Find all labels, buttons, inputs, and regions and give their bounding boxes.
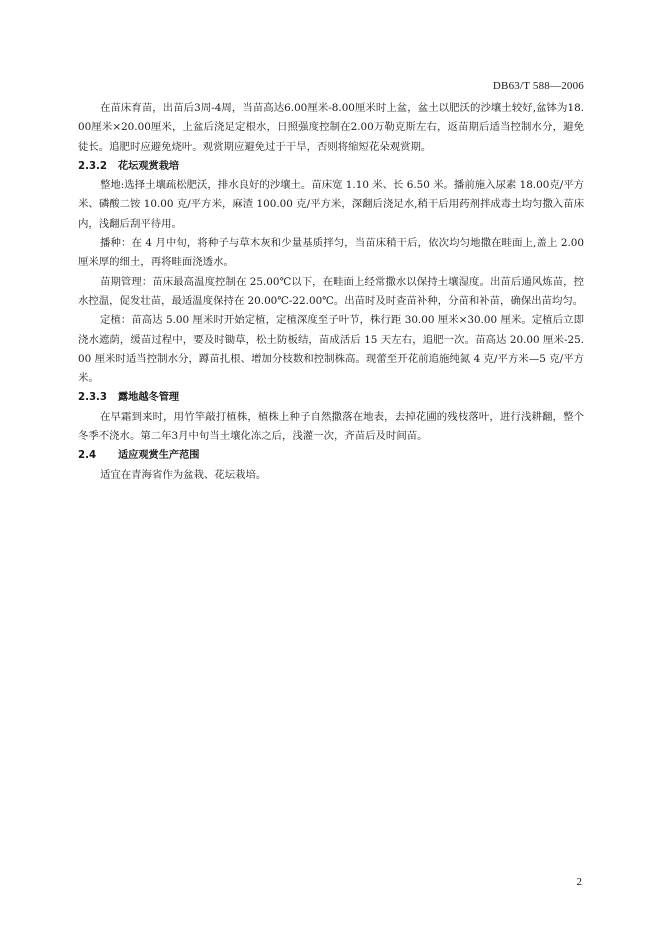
section-number: 2.4 [78,450,97,462]
section-number: 2.3.3 [78,392,108,404]
document-code: DB63/T 588—2006 [492,80,584,92]
page-body [78,99,584,485]
section-heading-2-3-3 [78,388,584,407]
section-heading-2-4 [78,446,584,465]
paragraph-seedling-management: 苗期管理：苗床最高温度控制在 25.00℃以下，在畦面上经常撒水以保持土壤湿度。出苗后通风炼苗，控水控温，促发壮苗，最适温度保持在 20.00℃-22.00℃。出苗时及时查苗补种，分苗和补苗，确保出苗均匀。 [78,275,584,307]
header-rule [78,93,584,94]
paragraph-overwintering: 在早霜到来时，用竹竿敲打植株，植株上种子自然撒落在地表，去掉花圃的残枝落叶，进行浅耕翻，整个冬季不浇水。第二年3月中旬当土壤化冻之后，浅灌一次，齐苗后及时间苗。 [78,410,584,443]
paragraph-potted-seedling: 在苗床育苗，出苗后3周-4周，当苗高达6.00厘米-8.00厘米时上盆，盆土以肥沃的沙壤土较好,盆钵为18.00厘米×20.00厘米，上盆后浇足定根水，日照强度控制在2.00万勒克斯左右，返苗期后适当控制水分，避免徒长。追肥时应避免烧叶。观赏期应避免过于干旱，否则将缩短花朵观赏期。 [78,102,584,153]
section-title: 花坛观赏栽培 [118,160,180,172]
section-heading-2-3-2 [78,157,584,176]
paragraph-application-scope: 适宜在青海省作为盆栽、花坛栽培。 [100,468,267,481]
section-title: 露地越冬管理 [118,392,180,404]
section-number: 2.3.2 [78,160,108,172]
paragraph-transplanting: 定植：苗高达 5.00 厘米时开始定植，定植深度至子叶节，株行距 30.00 厘米×30.00 厘米。定植后立即浇水遮荫，缓苗过程中，要及时锄草，松土防板结，苗成活后 15 天左右，追肥一次。苗高达 20.00 厘米-25.00 厘米时适当控制水分，蹲苗扎根、增加分枝数和控制株高。现蕾至开花前追施纯氮 4 克/平方米—5 克/平方米。 [78,314,584,385]
page-number: 2 [576,876,582,888]
paragraph-soil-preparation: 整地:选择土壤疏松肥沃，排水良好的沙壤土。苗床宽 1.10 米、长 6.50 米。播前施入尿素 18.00克/平方米、磷酸二铵 10.00 克/平方米，麻渣 100.00 克/平方米，深翻后浇足水,稍干后用药剂拌成毒土均匀撒入苗床内，浅翻后刮平待用。 [78,179,584,230]
paragraph-sowing: 播种：在 4 月中旬，将种子与草木灰和少量基质拌匀，当苗床稍干后，依次均匀地撒在畦面上,盖上 2.00 厘米厚的细土，再将畦面浇透水。 [78,237,584,269]
section-title: 适应观赏生产范围 [118,450,200,462]
